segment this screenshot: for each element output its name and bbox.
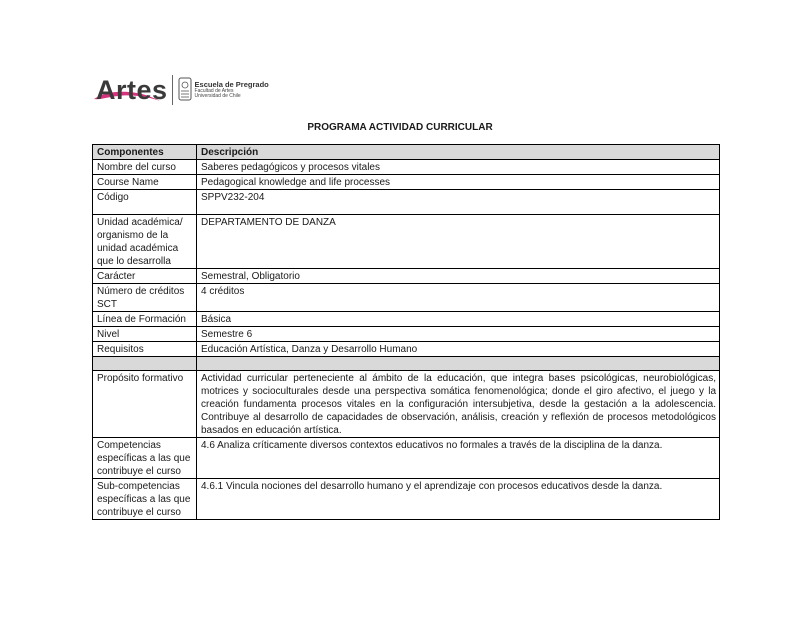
row-label: Propósito formativo [93, 371, 197, 438]
row-label: Unidad académica/ organismo de la unidad académica que lo desarrolla [93, 215, 197, 269]
row-label: Línea de Formación [93, 312, 197, 327]
row-label: Código [93, 190, 197, 215]
table-row [93, 342, 720, 357]
blank-cell [93, 357, 197, 371]
university-seal-icon [178, 77, 192, 103]
row-value: Pedagogical knowledge and life processes [197, 175, 720, 190]
page-title: PROGRAMA ACTIVIDAD CURRICULAR [307, 122, 493, 133]
table-row [93, 284, 720, 312]
logo-line-2: Facultad de Artes [194, 87, 234, 94]
table-blank-row [93, 357, 720, 371]
row-value: 4.6 Analiza críticamente diversos contextos educativos no formales a través de la disciplina de la danza. [197, 438, 720, 479]
row-label: Sub-competencias específicas a las que contribuye el curso [93, 479, 197, 520]
row-label: Número de créditos SCT [93, 284, 197, 312]
row-value: Educación Artística, Danza y Desarrollo Humano [197, 342, 720, 357]
row-label: Nombre del curso [93, 160, 197, 175]
row-label: Course Name [93, 175, 197, 190]
table-row [93, 175, 720, 190]
row-value: Actividad curricular perteneciente al ámbito de la educación, que integra bases psicológicas, neurobiológicas, motrices y socioculturales desde una perspectiva somática fenomenológica; donde el giro afectivo, el juego y la creación fundamenta procesos vitales en la configuración intersubjetiva, desde la gestación a la adolescencia. Contribuye al desarrollo de capacidades de observación, análisis, creación y reflexión de procesos metodológicos basados en educación artística. [197, 371, 720, 438]
row-value: Básica [197, 312, 720, 327]
table-row [93, 215, 720, 269]
table-row [93, 312, 720, 327]
logo-line-1: Escuela de Pregrado [194, 79, 269, 89]
table-row [93, 371, 720, 438]
row-value: Saberes pedagógicos y procesos vitales [197, 160, 720, 175]
table-row [93, 327, 720, 342]
row-value: SPPV232-204 [197, 190, 720, 215]
row-value: 4.6.1 Vincula nociones del desarrollo humano y el aprendizaje con procesos educativos desde la danza. [197, 479, 720, 520]
row-value: Semestral, Obligatorio [197, 269, 720, 284]
logo-text [195, 81, 269, 99]
curriculum-table [92, 144, 720, 520]
row-value: DEPARTAMENTO DE DANZA [197, 215, 720, 269]
artes-logo [96, 72, 269, 108]
table-row [93, 160, 720, 175]
logo-line-3: Universidad de Chile [194, 92, 241, 99]
header-componentes: Componentes [93, 145, 197, 160]
table-row [93, 190, 720, 215]
header-descripcion: Descripción [197, 145, 720, 160]
logo-separator [172, 75, 173, 105]
row-label: Competencias específicas a las que contribuye el curso [93, 438, 197, 479]
row-label: Carácter [93, 269, 197, 284]
table-row [93, 438, 720, 479]
row-value: Semestre 6 [197, 327, 720, 342]
row-value: 4 créditos [197, 284, 720, 312]
blank-cell [197, 357, 720, 371]
table-row [93, 479, 720, 520]
row-label: Nivel [93, 327, 197, 342]
row-label: Requisitos [93, 342, 197, 357]
table-row [93, 269, 720, 284]
logo-wordmark: Artes [96, 74, 168, 105]
table-header-row [93, 145, 720, 160]
